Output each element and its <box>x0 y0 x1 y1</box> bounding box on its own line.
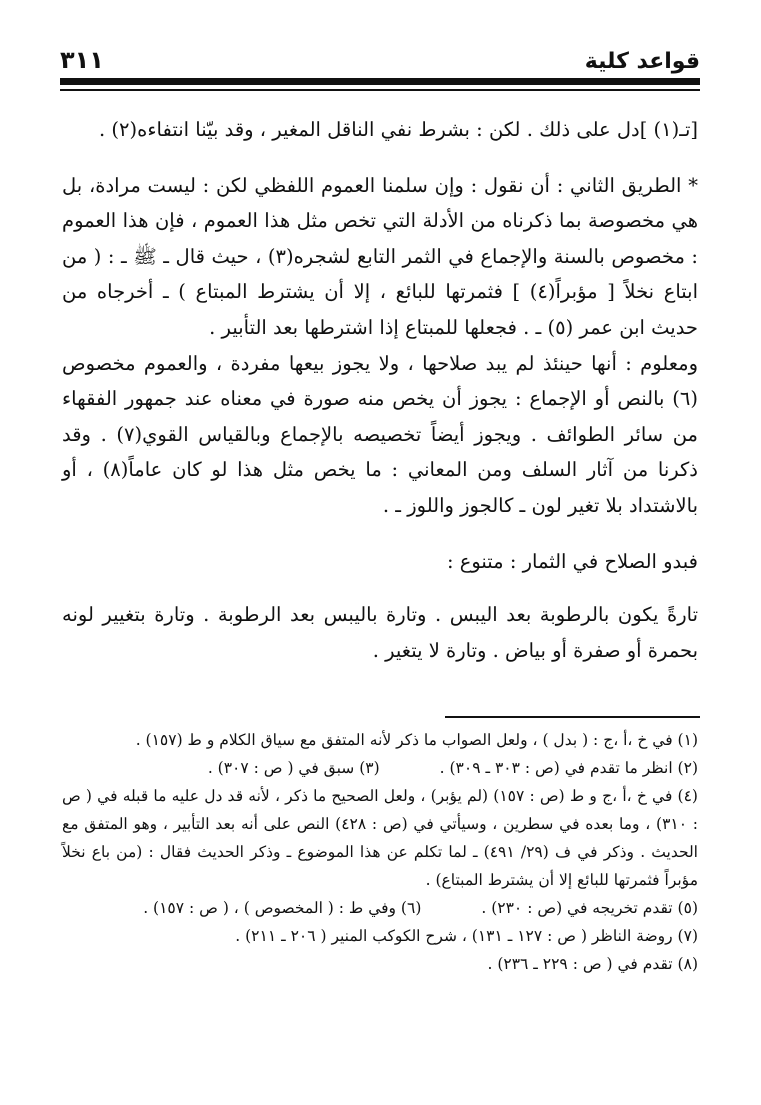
running-title: قواعد كلية <box>584 49 700 74</box>
footnote: (٢) انظر ما تقدم في (ص : ٣٠٣ ـ ٣٠٩) . <box>439 759 698 777</box>
page-header <box>60 42 700 74</box>
footnote-separator <box>445 716 700 718</box>
header-rule-thick <box>60 78 700 85</box>
footnote: (٧) روضة الناظر ( ص : ١٢٧ ـ ١٣١) ، شرح الكوكب المنير ( ٢٠٦ ـ ٢١١) . <box>235 927 698 945</box>
page-number: ٣١١ <box>60 46 104 74</box>
paragraph: ومعلوم : أنها حينئذ لم يبد صلاحها ، ولا يجوز بيعها مفردة ، والعموم مخصوص (٦) بالنص أو الإجماع : يجوز أن يخص منه صورة في معناه عند جمهور الفقهاء من سائر الطوائف . ويجوز أيضاً تخصيصه بالإجماع وبالقياس القوي(٧) . وقد ذكرنا من آثار السلف ومن المعاني : ما يخص مثل هذا لو كان عاماً(٨) ، أو بالاشتداد بلا تغير لون ـ كالجوز واللوز ـ . <box>62 351 698 517</box>
footnote-row <box>62 754 698 782</box>
footnote: (١) في خ ،أ ،ج : ( بدل ) ، ولعل الصواب ما ذكر لأنه المتفق مع سياق الكلام و ط (١٥٧) . <box>135 731 698 749</box>
footnote: (٨) تقدم في ( ص : ٢٢٩ ـ ٢٣٦) . <box>487 955 698 973</box>
footnote: (٤) في خ ،أ ،ج و ط (ص : ١٥٧) (لم يؤبر) ، ولعل الصحيح ما ذكر ، لأنه قد دل عليه ما قبله في ( ص : ٣١٠) ، وما بعده في سطرين ، وسيأتي في (ص : ٤٢٨) النص على أنه بعد التأبير ، وهو المتفق مع الحديث . وذكر في ف (٢٩/ ٤٩١) ـ لما تكلم عن هذا الموضوع ـ وذكر الحديث فقال : (من باع نخلاً مؤبراً فثمرتها للبائع إلا أن يشترط المبتاع) . <box>62 787 699 889</box>
paragraph: فبدو الصلاح في الثمار : متنوع : <box>446 549 698 573</box>
footnote-row <box>62 894 698 922</box>
header-rule-thin <box>60 89 700 91</box>
footnote: (٦) وفي ط : ( المخصوص ) ، ( ص : ١٥٧) . <box>143 899 422 917</box>
paragraph: [تـ(١) ]دل على ذلك . لكن : بشرط نفي الناقل المغير ، وقد بيّنا انتفاءه(٢) . <box>99 118 698 141</box>
paragraph: تارةً يكون بالرطوبة بعد اليبس . وتارة باليبس بعد الرطوبة . وتارة بتغيير لونه بحمرة أو صفرة أو بياض . وتارة لا يتغير . <box>62 603 698 662</box>
paragraph: * الطريق الثاني : أن نقول : وإن سلمنا العموم اللفظي لكن : ليست مرادة، بل هي مخصوصة بما ذكرناه من الأدلة التي تخص مثل هذا العموم ، فإن هذا العموم : مخصوص بالسنة والإجماع في الثمر التابع لشجره(٣) ، حيث قال ـ ﷺ ـ : ( من ابتاع نخلاً [ مؤبراً(٤) ] فثمرتها للبائع ، إلا أن يشترط المبتاع ) ـ أخرجاه من حديث ابن عمر (٥) ـ . فجعلها للمبتاع إذا اشترطها بعد التأبير . <box>62 173 699 339</box>
footnote: (٣) سبق في ( ص : ٣٠٧) . <box>207 759 380 777</box>
footnotes <box>62 726 698 978</box>
footnote: (٥) تقدم تخريجه في (ص : ٢٣٠) . <box>481 899 698 917</box>
main-text <box>62 112 698 668</box>
